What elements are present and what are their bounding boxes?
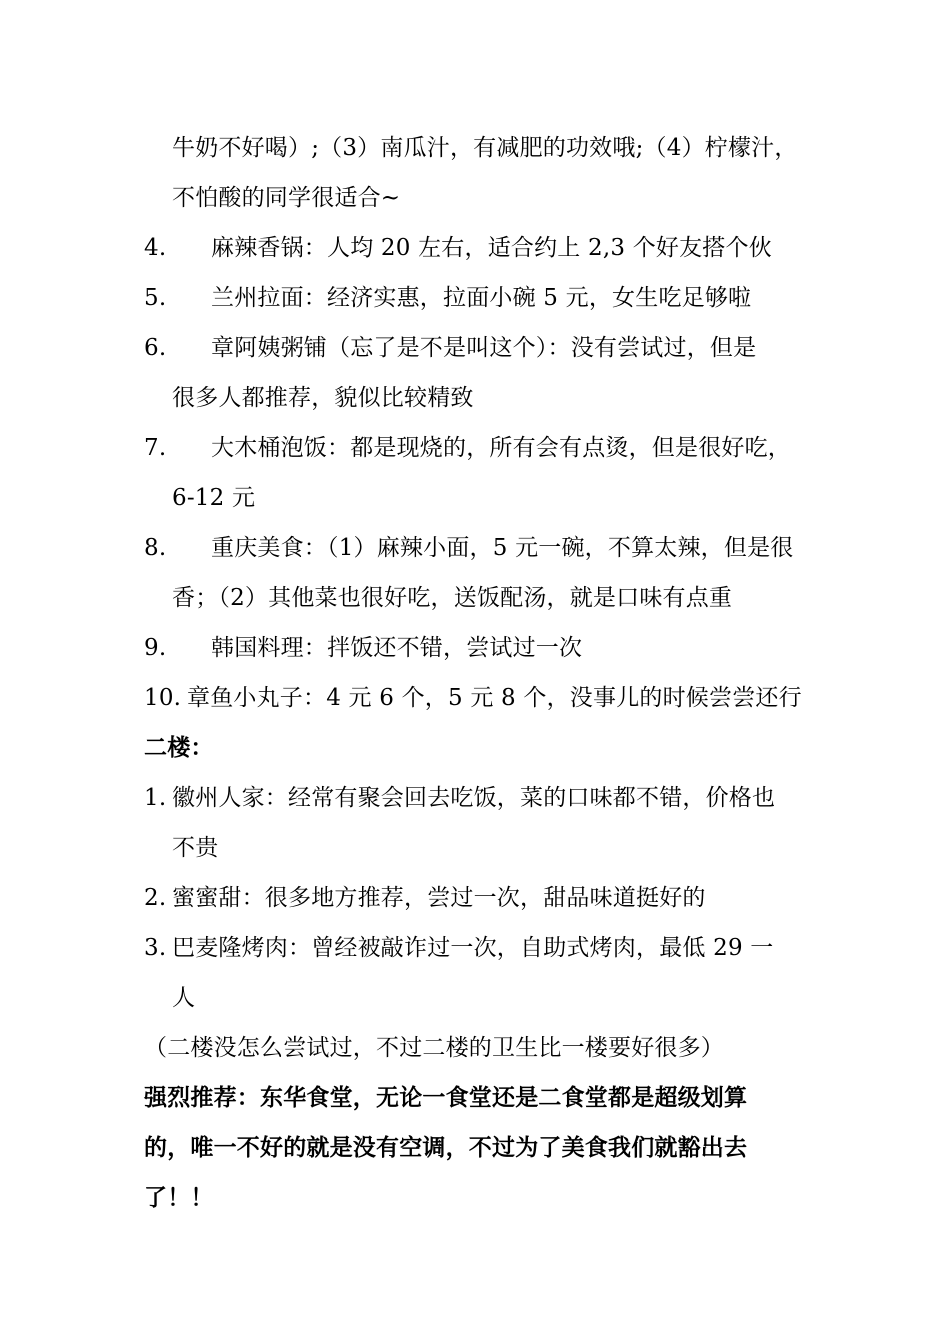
list-number: 4. (144, 235, 167, 261)
list-number: 5. (144, 285, 167, 311)
note-text: （二楼没怎么尝试过，不过二楼的卫生比一楼要好很多） (144, 1035, 724, 1061)
list-text: 韩国料理：拌饭还不错，尝试过一次 (211, 635, 583, 661)
list-text: 很多人都推荐，貌似比较精致 (172, 385, 474, 411)
list-number: 7. (144, 435, 167, 461)
list-text: 6-12 元 (172, 485, 256, 511)
list-number: 1. (144, 785, 167, 811)
list-text: 麻辣香锅：人均 20 左右，适合约上 2,3 个好友搭个伙 (211, 235, 772, 261)
list-text: 不贵 (172, 835, 219, 861)
list-text: 重庆美食：（1）麻辣小面，5 元一碗，不算太辣，但是很 (211, 535, 794, 561)
line-text: 牛奶不好喝）;（3）南瓜汁，有减肥的功效哦;（4）柠檬汁， (172, 135, 798, 161)
list-text: 章鱼小丸子：4 元 6 个，5 元 8 个，没事儿的时候尝尝还行 (187, 685, 802, 711)
list-number: 10. (144, 685, 182, 711)
list-text: 兰州拉面：经济实惠，拉面小碗 5 元，女生吃足够啦 (211, 285, 752, 311)
section-heading-text: 二楼： (144, 734, 214, 761)
list-number: 8. (144, 535, 167, 561)
recommendation-text: 的，唯一不好的就是没有空调，不过为了美食我们就豁出去 (144, 1134, 748, 1161)
list-text: 巴麦隆烤肉：曾经被敲诈过一次，自助式烤肉，最低 29 一 (172, 935, 774, 961)
recommendation-text: 了！！ (144, 1184, 214, 1211)
list-text: 香；（2）其他菜也很好吃，送饭配汤，就是口味有点重 (172, 585, 733, 611)
list-text: 徽州人家：经常有聚会回去吃饭，菜的口味都不错，价格也 (172, 785, 776, 811)
list-text: 章阿姨粥铺（忘了是不是叫这个）：没有尝试过，但是 (211, 335, 757, 361)
list-number: 6. (144, 335, 167, 361)
list-number: 3. (144, 935, 167, 961)
list-text: 人 (172, 985, 196, 1011)
recommendation-text: 强烈推荐：东华食堂，无论一食堂还是二食堂都是超级划算 (144, 1084, 748, 1111)
list-number: 9. (144, 635, 167, 661)
list-number: 2. (144, 885, 167, 911)
list-text: 大木桶泡饭：都是现烧的，所有会有点烫，但是很好吃， (211, 435, 791, 461)
list-text: 蜜蜜甜：很多地方推荐，尝过一次，甜品味道挺好的 (172, 885, 706, 911)
line-text: 不怕酸的同学很适合~ (172, 185, 401, 211)
